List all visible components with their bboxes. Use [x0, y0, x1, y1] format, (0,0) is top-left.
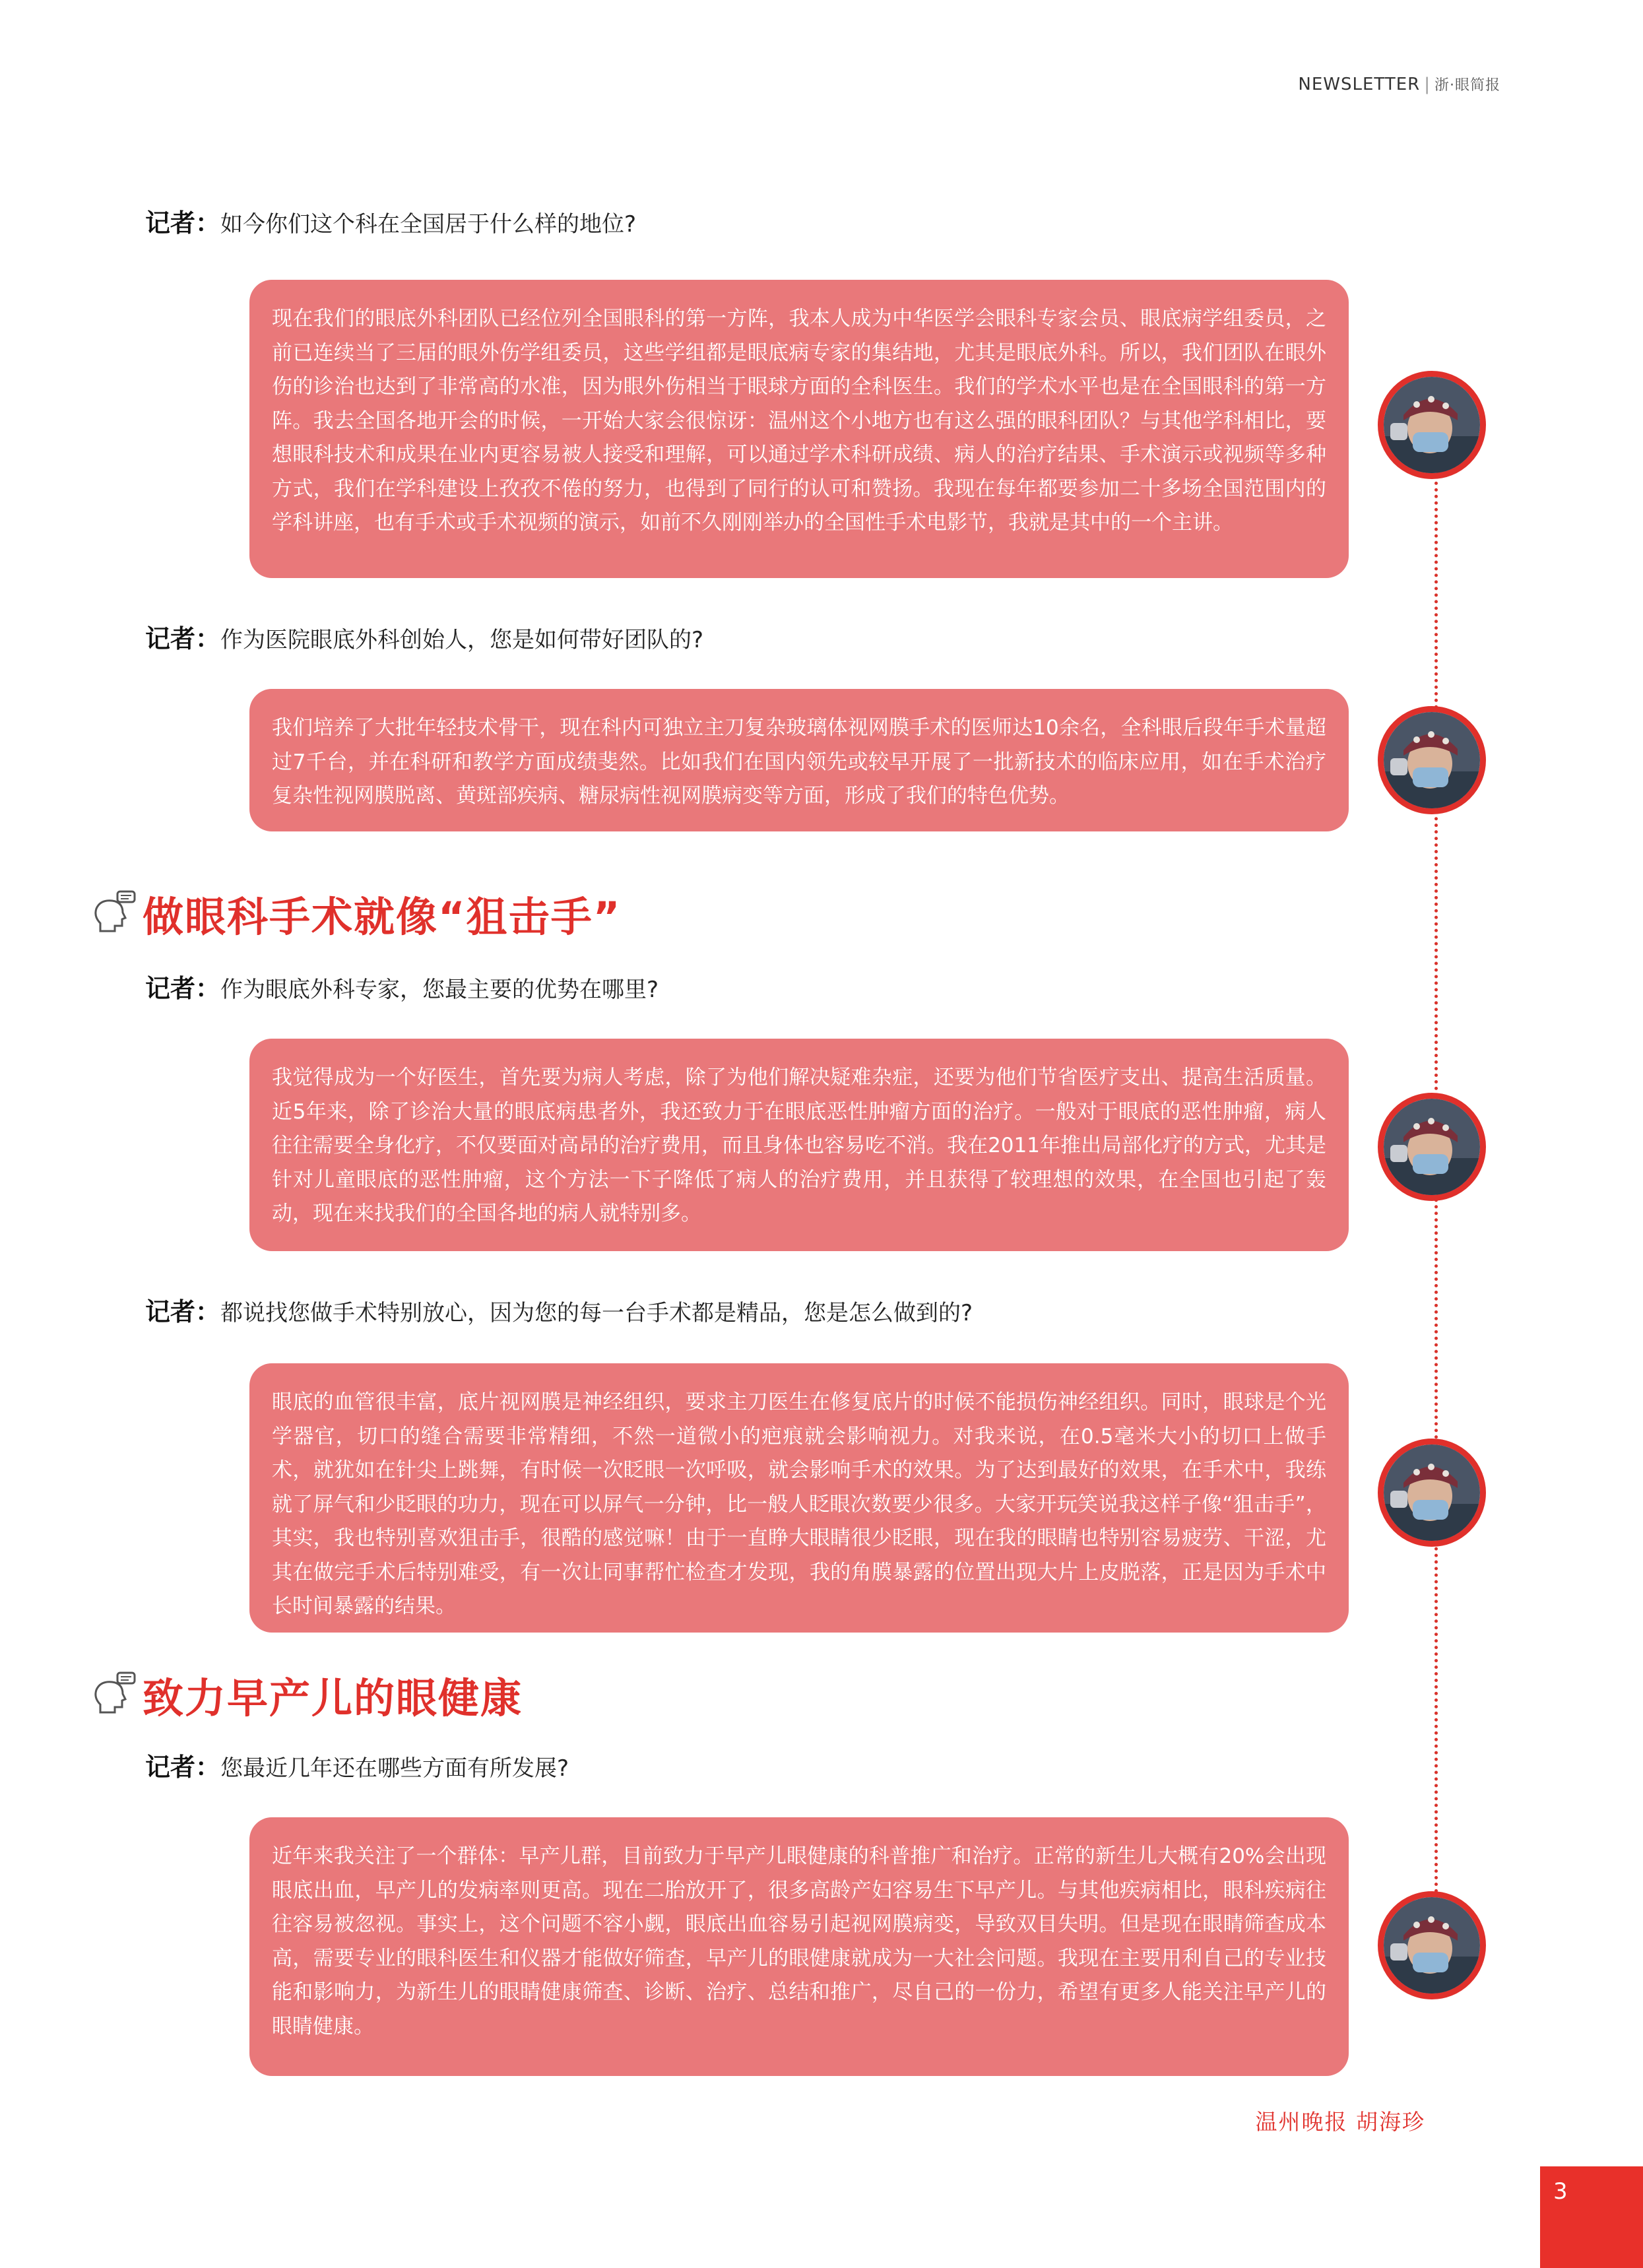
- reporter-label: 记者：: [145, 974, 221, 1003]
- reporter-label: 记者：: [145, 1297, 221, 1326]
- doctor-avatar: [1378, 706, 1486, 814]
- question-2: [145, 624, 1333, 655]
- section-title-sniper: [92, 884, 622, 943]
- question-3: [145, 974, 1333, 1004]
- page-number: 3: [1553, 2178, 1568, 2205]
- answer-text: 眼底的血管很丰富，底片视网膜是神经组织，要求主刀医生在修复底片的时候不能损伤神经组织。同时，眼球是个光学器官，切口的缝合需要非常精细，不然一道微小的疤痕就会影响视力。对我来说，在0.5毫米大小的切口上做手术，就犹如在针尖上跳舞，有时候一次眨眼一次呼吸，就会影响手术的效果。为了达到最好的效果，在手术中，我练就了屏气和少眨眼的功力，现在可以屏气一分钟，比一般人眨眼次数要少很多。大家开玩笑说我这样子像“狙击手”，其实，我也特别喜欢狙击手，很酷的感觉嘛！由于一直睁大眼睛很少眨眼，现在我的眼睛也特别容易疲劳、干涩，尤其在做完手术后特别难受，有一次让同事帮忙检查才发现，我的角膜暴露的位置出现大片上皮脱落，正是因为手术中长时间暴露的结果。: [272, 1390, 1326, 1618]
- answer-bubble-2: [249, 689, 1349, 831]
- newsletter-header: [1298, 74, 1500, 94]
- section-heading: 致力早产儿的眼健康: [143, 1674, 523, 1722]
- question-4: [145, 1297, 1333, 1328]
- doctor-portrait-icon: [1384, 1444, 1480, 1541]
- page-number-badge: [1540, 2166, 1643, 2268]
- newsletter-brand: NEWSLETTER: [1298, 75, 1421, 94]
- answer-text: 现在我们的眼底外科团队已经位列全国眼科的第一方阵，我本人成为中华医学会眼科专家会员、眼底病学组委员，之前已连续当了三届的眼外伤学组委员，这些学组都是眼底病专家的集结地，尤其是眼底外科。所以，我们团队在眼外伤的诊治也达到了非常高的水准，因为眼外伤相当于眼球方面的全科医生。我们的学术水平也是在全国眼科的第一方阵。我去全国各地开会的时候，一开始大家会很惊讶：温州这个小地方也有这么强的眼科团队？与其他学科相比，要想眼科技术和成果在业内更容易被人接受和理解，可以通过学术科研成绩、病人的治疗结果、手术演示或视频等多种方式，我们在学科建设上孜孜不倦的努力，也得到了同行的认可和赞扬。我现在每年都要参加二十多场全国范围内的学科讲座，也有手术或手术视频的演示，如前不久刚刚举办的全国性手术电影节，我就是其中的一个主讲。: [272, 307, 1326, 535]
- answer-text: 我觉得成为一个好医生，首先要为病人考虑，除了为他们解决疑难杂症，还要为他们节省医疗支出、提高生活质量。近5年来，除了诊治大量的眼底病患者外，我还致力于在眼底恶性肿瘤方面的治疗。一般对于眼底的恶性肿瘤，病人往往需要全身化疗，不仅要面对高昂的治疗费用，而且身体也容易吃不消。我在2011年推出局部化疗的方式，尤其是针对儿童眼底的恶性肿瘤，这个方法一下子降低了病人的治疗费用，并且获得了较理想的效果，在全国也引起了轰动，现在来找我们的全国各地的病人就特别多。: [272, 1066, 1326, 1225]
- question-text: 作为医院眼底外科创始人，您是如何带好团队的?: [220, 627, 704, 653]
- header-separator: |: [1424, 75, 1431, 94]
- reporter-label: 记者：: [145, 209, 221, 238]
- doctor-portrait-icon: [1384, 1897, 1480, 1993]
- head-speech-icon: [92, 1671, 136, 1719]
- question-5: [145, 1753, 1333, 1783]
- question-text: 您最近几年还在哪些方面有所发展?: [220, 1755, 569, 1782]
- head-speech-icon: [92, 890, 136, 938]
- doctor-portrait-icon: [1384, 377, 1480, 473]
- reporter-label: 记者：: [145, 624, 221, 653]
- doctor-portrait-icon: [1384, 1099, 1480, 1195]
- answer-text: 近年来我关注了一个群体：早产儿群，目前致力于早产儿眼健康的科普推广和治疗。正常的新生儿大概有20%会出现眼底出血，早产儿的发病率则更高。现在二胎放开了，很多高龄产妇容易生下早产儿。与其他疾病相比，眼科疾病往往容易被忽视。事实上，这个问题不容小觑，眼底出血容易引起视网膜病变，导致双目失明。但是现在眼睛筛查成本高，需要专业的眼科医生和仪器才能做好筛查，早产儿的眼健康就成为一大社会问题。我现在主要用利自己的专业技能和影响力，为新生儿的眼睛健康筛查、诊断、治疗、总结和推广，尽自己的一份力，希望有更多人能关注早产儿的眼睛健康。: [272, 1844, 1326, 2038]
- newsletter-subtitle: 浙·眼简报: [1434, 77, 1500, 94]
- answer-text: 我们培养了大批年轻技术骨干，现在科内可独立主刀复杂玻璃体视网膜手术的医师达10余名，全科眼后段年手术量超过7千台，并在科研和教学方面成绩斐然。比如我们在国内领先或较早开展了一批新技术的临床应用，如在手术治疗复杂性视网膜脱离、黄斑部疾病、糖尿病性视网膜病变等方面，形成了我们的特色优势。: [272, 716, 1326, 808]
- answer-bubble-3: [249, 1039, 1349, 1251]
- reporter-label: 记者：: [145, 1753, 221, 1782]
- author-signature: 温州晚报 胡海珍: [1255, 2109, 1425, 2135]
- doctor-avatar: [1378, 1439, 1486, 1547]
- question-1: [145, 209, 1333, 239]
- doctor-avatar: [1378, 1891, 1486, 1999]
- doctor-avatar: [1378, 1093, 1486, 1201]
- question-text: 作为眼底外科专家，您最主要的优势在哪里?: [220, 977, 659, 1003]
- answer-bubble-1: [249, 280, 1349, 578]
- doctor-avatar: [1378, 371, 1486, 479]
- question-text: 都说找您做手术特别放心，因为您的每一台手术都是精品，您是怎么做到的?: [220, 1300, 973, 1326]
- answer-bubble-5: [249, 1817, 1349, 2076]
- doctor-portrait-icon: [1384, 712, 1480, 808]
- section-heading: 做眼科手术就像“狙击手”: [143, 893, 622, 941]
- answer-bubble-4: [249, 1363, 1349, 1633]
- section-title-premature: [92, 1666, 523, 1724]
- question-text: 如今你们这个科在全国居于什么样的地位?: [220, 211, 637, 238]
